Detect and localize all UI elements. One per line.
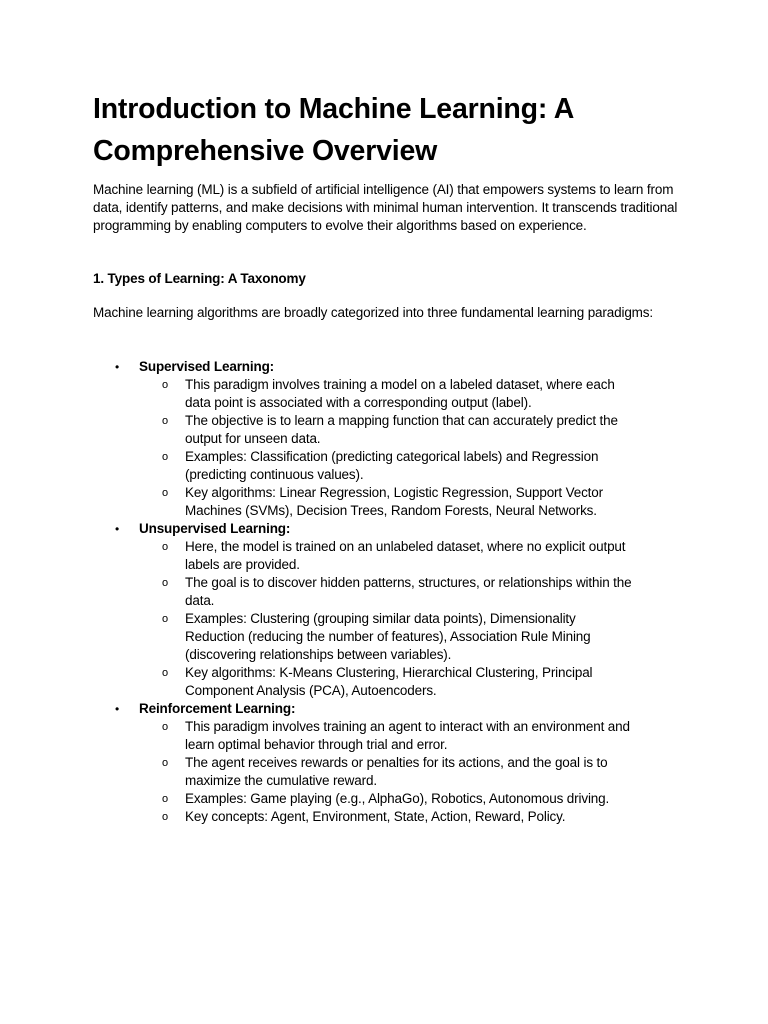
list-item	[139, 790, 635, 808]
circle-bullet-icon: o	[162, 541, 168, 553]
list-item-text: Key concepts: Agent, Environment, State, Action, Reward, Policy.	[185, 809, 566, 824]
list-item-text: This paradigm involves training a model on a labeled dataset, where each data point is associated with a corresponding output (label).	[185, 377, 615, 410]
list-item-text: The agent receives rewards or penalties for its actions, and the goal is to maximize the cumulative reward.	[185, 755, 608, 788]
bullet-icon: •	[115, 702, 120, 716]
list-item-text: This paradigm involves training an agent to interact with an environment and learn optimal behavior through trial and error.	[185, 719, 630, 752]
list-item-reinforcement	[93, 700, 693, 826]
list-item-text: Examples: Clustering (grouping similar data points), Dimensionality Reduction (reducing the number of features), Association Rule Mining (discovering relationships between variables).	[185, 611, 591, 662]
list-item	[139, 376, 635, 412]
circle-bullet-icon: o	[162, 793, 168, 805]
list-item-text: The goal is to discover hidden patterns, structures, or relationships within the data.	[185, 575, 632, 608]
learning-types-list	[93, 358, 693, 826]
list-item	[139, 718, 635, 754]
list-item-text: The objective is to learn a mapping function that can accurately predict the output for unseen data.	[185, 413, 618, 446]
circle-bullet-icon: o	[162, 721, 168, 733]
circle-bullet-icon: o	[162, 379, 168, 391]
type-label: Reinforcement Learning:	[139, 701, 296, 716]
section-heading: 1. Types of Learning: A Taxonomy	[93, 271, 306, 286]
list-item	[139, 610, 635, 664]
circle-bullet-icon: o	[162, 451, 168, 463]
list-item	[139, 538, 635, 574]
list-item	[139, 754, 635, 790]
sub-list	[139, 538, 693, 700]
list-item	[139, 448, 635, 484]
sub-list	[139, 376, 693, 520]
circle-bullet-icon: o	[162, 415, 168, 427]
list-item-text: Examples: Game playing (e.g., AlphaGo), Robotics, Autonomous driving.	[185, 791, 610, 806]
type-label: Supervised Learning:	[139, 359, 275, 374]
list-item	[139, 484, 635, 520]
circle-bullet-icon: o	[162, 577, 168, 589]
circle-bullet-icon: o	[162, 757, 168, 769]
list-item	[139, 412, 635, 448]
list-item	[139, 574, 635, 610]
circle-bullet-icon: o	[162, 487, 168, 499]
list-item	[139, 664, 635, 700]
section-intro-paragraph: Machine learning algorithms are broadly categorized into three fundamental learning paradigms:	[93, 305, 653, 320]
circle-bullet-icon: o	[162, 811, 168, 823]
list-item	[139, 808, 635, 826]
sub-list	[139, 718, 693, 826]
circle-bullet-icon: o	[162, 613, 168, 625]
list-item-text: Examples: Classification (predicting categorical labels) and Regression (predicting continuous values).	[185, 449, 599, 482]
bullet-icon: •	[115, 522, 120, 536]
document-title: Introduction to Machine Learning: A Comprehensive Overview	[93, 93, 574, 167]
intro-paragraph: Machine learning (ML) is a subfield of artificial intelligence (AI) that empowers systems to learn from data, identify patterns, and make decisions with minimal human intervention. It transcends traditional programming by enabling computers to evolve their algorithms based on experience.	[93, 182, 678, 233]
list-item-text: Here, the model is trained on an unlabeled dataset, where no explicit output labels are provided.	[185, 539, 626, 572]
list-item-supervised	[93, 358, 693, 520]
circle-bullet-icon: o	[162, 667, 168, 679]
list-item-text: Key algorithms: Linear Regression, Logistic Regression, Support Vector Machines (SVMs), Decision Trees, Random Forests, Neural Networks.	[185, 485, 603, 518]
bullet-icon: •	[115, 360, 120, 374]
type-label: Unsupervised Learning:	[139, 521, 291, 536]
list-item-text: Key algorithms: K-Means Clustering, Hierarchical Clustering, Principal Component Analysis (PCA), Autoencoders.	[185, 665, 593, 698]
list-item-unsupervised	[93, 520, 693, 700]
